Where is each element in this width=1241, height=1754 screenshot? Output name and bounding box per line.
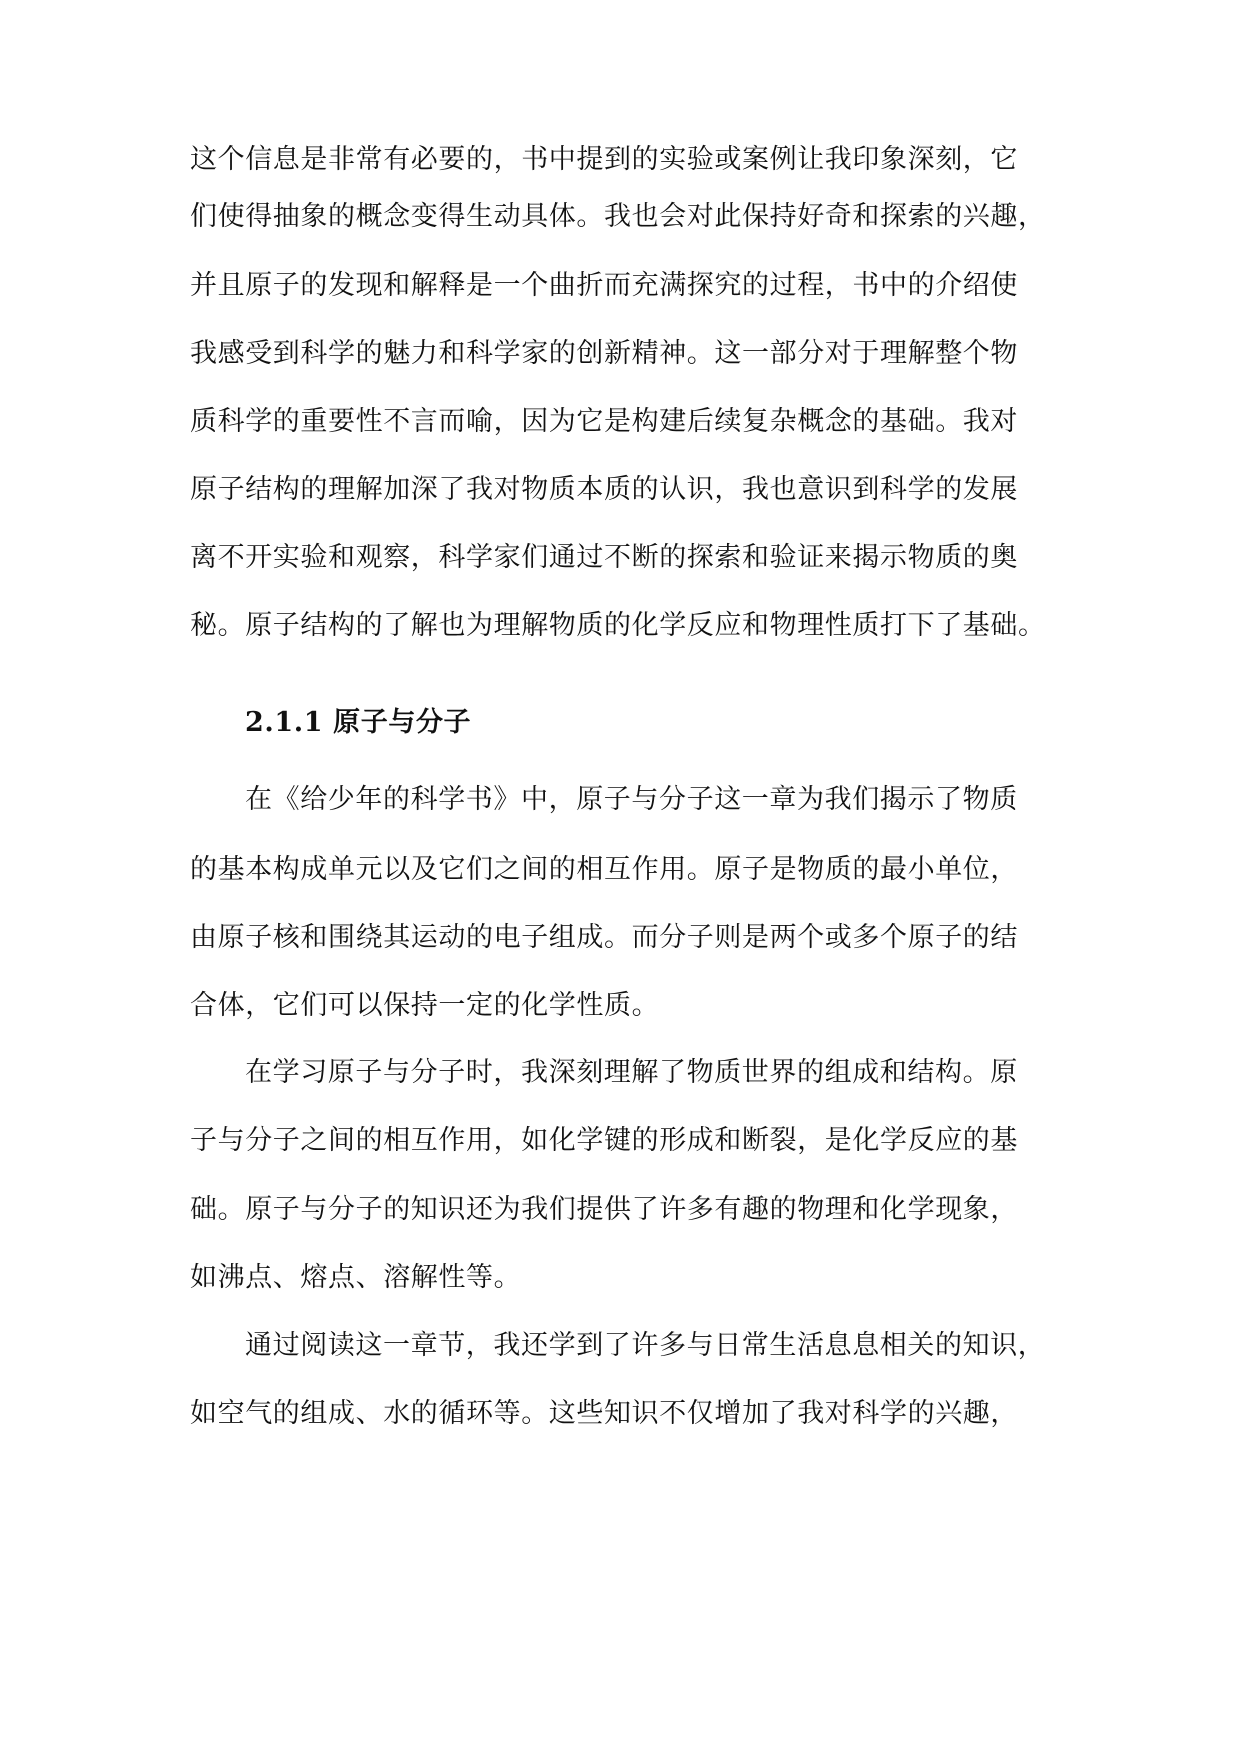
paragraph-2-line: 由原子核和围绕其运动的电子组成。而分子则是两个或多个原子的结 <box>190 922 1018 953</box>
paragraph-4-line: 如空气的组成、水的循环等。这些知识不仅增加了我对科学的兴趣， <box>190 1398 1018 1429</box>
paragraph-1-line: 质科学的重要性不言而喻，因为它是构建后续复杂概念的基础。我对 <box>190 406 1018 437</box>
paragraph-1-line: 我感受到科学的魅力和科学家的创新精神。这一部分对于理解整个物 <box>190 338 1018 369</box>
section-heading: 2.1.1 原子与分子 <box>245 707 472 738</box>
paragraph-1-line: 并且原子的发现和解释是一个曲折而充满探究的过程，书中的介绍使 <box>190 270 1018 301</box>
paragraph-2-line: 合体，它们可以保持一定的化学性质。 <box>190 990 660 1021</box>
paragraph-2-line: 的基本构成单元以及它们之间的相互作用。原子是物质的最小单位， <box>190 854 1018 885</box>
paragraph-1-line: 这个信息是非常有必要的，书中提到的实验或案例让我印象深刻，它 <box>190 144 1018 175</box>
paragraph-4-line: 通过阅读这一章节，我还学到了许多与日常生活息息相关的知识， <box>245 1330 1046 1361</box>
paragraph-1-line: 们使得抽象的概念变得生动具体。我也会对此保持好奇和探索的兴趣， <box>190 201 1046 232</box>
paragraph-1-line: 原子结构的理解加深了我对物质本质的认识，我也意识到科学的发展 <box>190 474 1018 505</box>
paragraph-1-line: 秘。原子结构的了解也为理解物质的化学反应和物理性质打下了基础。 <box>190 610 1046 641</box>
paragraph-3-line: 在学习原子与分子时，我深刻理解了物质世界的组成和结构。原 <box>245 1057 1018 1088</box>
paragraph-3-line: 如沸点、熔点、溶解性等。 <box>190 1262 522 1293</box>
paragraph-3-line: 础。原子与分子的知识还为我们提供了许多有趣的物理和化学现象， <box>190 1194 1018 1225</box>
paragraph-1-line: 离不开实验和观察，科学家们通过不断的探索和验证来揭示物质的奥 <box>190 542 1018 573</box>
paragraph-2-line: 在《给少年的科学书》中，原子与分子这一章为我们揭示了物质 <box>245 784 1018 815</box>
paragraph-3-line: 子与分子之间的相互作用，如化学键的形成和断裂，是化学反应的基 <box>190 1125 1018 1156</box>
